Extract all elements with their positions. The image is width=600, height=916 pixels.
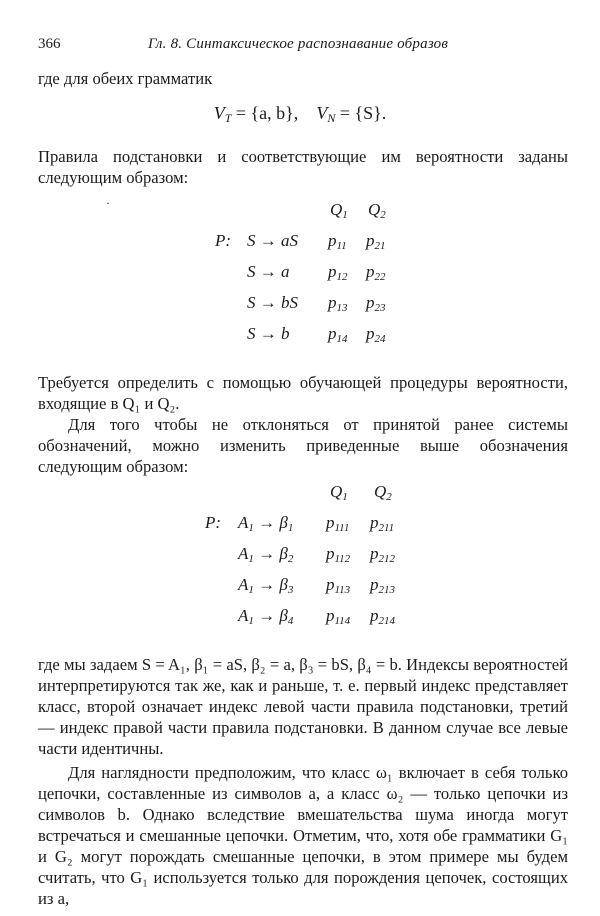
- t1-col-q2: $Q_2$: [368, 200, 386, 221]
- t1-p-14: $p_{14}$: [328, 324, 348, 345]
- t1-rule-1: S → aS: [247, 231, 298, 250]
- paragraph-2-text: Правила подстановки и соответствующие им вероятности заданы следующим образом:: [38, 147, 568, 187]
- t2-rule-4: $A_1 \to \beta_4$: [238, 606, 294, 627]
- paragraph-5-text: где мы задаем S = A₁, β₁ = aS, β₂ = a, β₃ = bS, β₄ = b. Индексы вероятностей интерпретируются так же, как и раньше, т. е. первый индекс представляет класс, второй означает индекс левой части правила подстановки, третий — индекс правой части правила подстановки. В данном случае все левые части идентичны.: [38, 655, 568, 758]
- t2-rule-2: $A_1 \to \beta_2$: [238, 544, 294, 565]
- t1-p-23: $p_{23}$: [366, 293, 386, 314]
- paragraph-6-text: Для наглядности предположим, что класс ω₁ включает в себя только цепочки, составленные из символов a, а класс ω₂ — только цепочки из символов b. Однако вследствие вмешательства шума иногда могут встречаться и смешанные цепочки. Отметим, что, хотя обе грамматики G₁ и G₂ могут порождать смешанные цепочки, в этом примере мы будем считать, что G₁ используется только для порождения цепочек, состоящих из a,: [38, 763, 568, 908]
- t2-p-212: $p_{212}$: [370, 544, 395, 565]
- paragraph-6: [38, 762, 568, 909]
- paragraph-5: [38, 654, 568, 759]
- t2-rule-1: $A_1 \to \beta_1$: [238, 513, 294, 534]
- alphabet-formula: $V_T = \{a$, b}, $V_N = \{S\}$.: [213, 103, 387, 125]
- t2-p-214: $p_{214}$: [370, 606, 395, 627]
- running-title: Гл. 8. Синтаксическое распознавание образов: [148, 36, 449, 52]
- t1-p-24: $p_{24}$: [366, 324, 386, 345]
- t1-rule-3: S → bS: [247, 293, 298, 312]
- t2-col-q1: $Q_1$: [330, 482, 348, 503]
- t2-rule-3: $A_1 \to \beta_3$: [238, 575, 294, 596]
- t1-p-11: $p_{11}$: [328, 231, 347, 252]
- page-number: 366: [38, 36, 61, 52]
- t2-p-111: $p_{111}$: [326, 513, 350, 534]
- t2-p-114: $p_{114}$: [326, 606, 351, 627]
- t1-p-13: $p_{13}$: [328, 293, 348, 314]
- t1-col-q1: $Q_1$: [330, 200, 348, 221]
- paragraph-3-text: Требуется определить с помощью обучающей процедуры вероятности, входящие в Q₁ и Q₂.: [38, 373, 568, 413]
- t1-label-p: P:: [215, 231, 232, 250]
- t1-rule-4: S → b: [247, 324, 290, 343]
- t2-col-q2: $Q_2$: [374, 482, 392, 503]
- paragraph-1-text: где для обеих грамматик: [38, 69, 213, 88]
- t1-p-22: $p_{22}$: [366, 262, 386, 283]
- t1-p-21: $p_{21}$: [366, 231, 386, 252]
- t2-p-112: $p_{112}$: [326, 544, 351, 565]
- t2-label-p: P:: [205, 513, 222, 532]
- t2-p-113: $p_{113}$: [326, 575, 351, 596]
- t1-p-12: $p_{12}$: [328, 262, 348, 283]
- paragraph-4-text: Для того чтобы не отклоняться от принятой ранее системы обозначений, можно изменить приведенные выше обозначения следующим образом:: [38, 415, 568, 476]
- t2-p-213: $p_{213}$: [370, 575, 395, 596]
- ink-dot: ·: [106, 196, 110, 210]
- t1-rule-2: S → a: [247, 262, 290, 281]
- t2-p-211: $p_{211}$: [370, 513, 395, 534]
